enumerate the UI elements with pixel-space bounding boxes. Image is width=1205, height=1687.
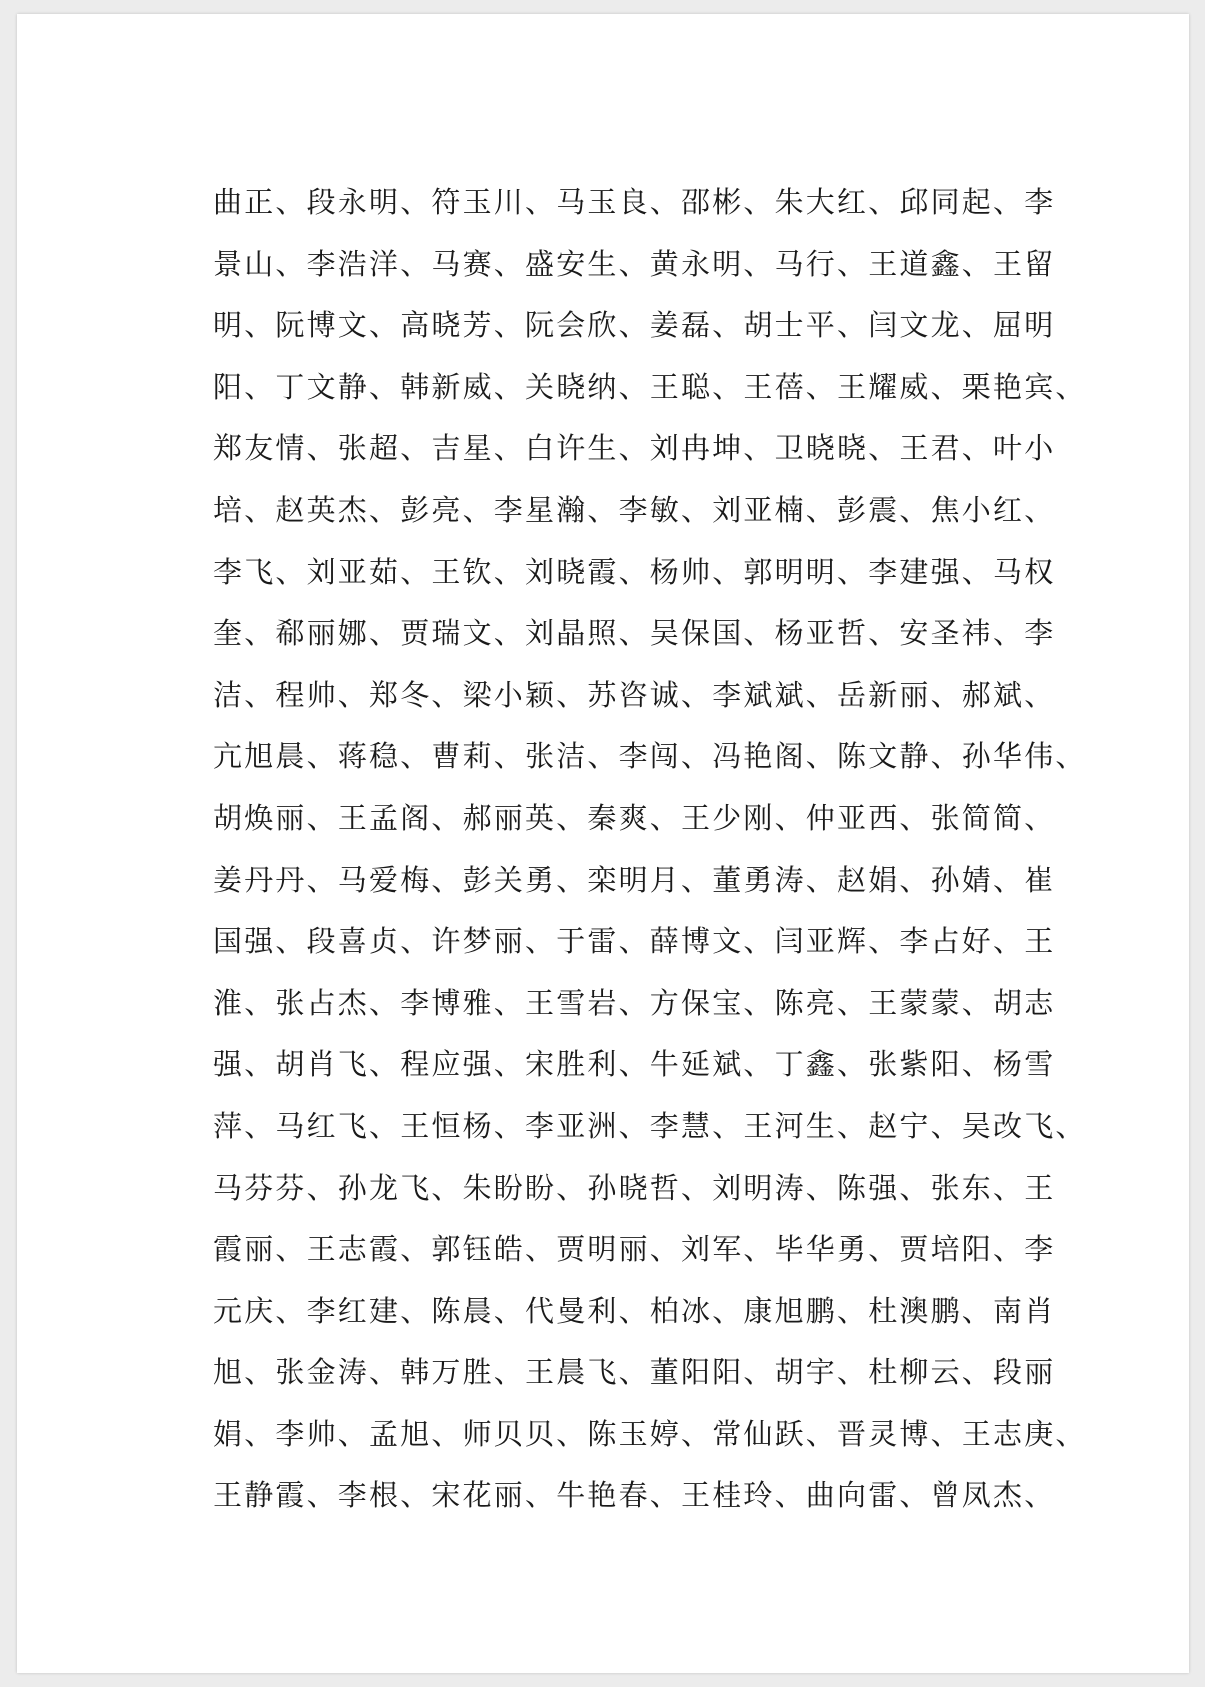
text-line: 娟、李帅、孟旭、师贝贝、陈玉婷、常仙跃、晋灵博、王志庚、 [213, 1416, 1087, 1451]
text-line: 马芬芬、孙龙飞、朱盼盼、孙晓哲、刘明涛、陈强、张东、王 [213, 1170, 1056, 1205]
text-line: 王静霞、李根、宋花丽、牛艳春、王桂玲、曲向雷、曾凤杰、 [213, 1478, 1056, 1513]
text-line: 强、胡肖飞、程应强、宋胜利、牛延斌、丁鑫、张紫阳、杨雪 [213, 1047, 1056, 1082]
name-list-paragraph [213, 172, 1087, 1527]
text-line: 霞丽、王志霞、郭钰皓、贾明丽、刘军、毕华勇、贾培阳、李 [213, 1232, 1056, 1267]
text-line: 奎、郗丽娜、贾瑞文、刘晶照、吴保国、杨亚哲、安圣祎、李 [213, 616, 1056, 651]
text-line: 阳、丁文静、韩新威、关晓纳、王聪、王蓓、王耀威、栗艳宾、 [213, 369, 1087, 404]
text-line: 胡焕丽、王孟阁、郝丽英、秦爽、王少刚、仲亚西、张简简、 [213, 800, 1056, 835]
text-line: 李飞、刘亚茹、王钦、刘晓霞、杨帅、郭明明、李建强、马权 [213, 554, 1056, 589]
text-line: 国强、段喜贞、许梦丽、于雷、薛博文、闫亚辉、李占好、王 [213, 924, 1056, 959]
text-line: 元庆、李红建、陈晨、代曼利、柏冰、康旭鹏、杜澳鹏、南肖 [213, 1293, 1056, 1328]
text-line: 旭、张金涛、韩万胜、王晨飞、董阳阳、胡宇、杜柳云、段丽 [213, 1355, 1056, 1390]
text-line: 明、阮博文、高晓芳、阮会欣、姜磊、胡士平、闫文龙、屈明 [213, 308, 1056, 343]
text-line: 曲正、段永明、符玉川、马玉良、邵彬、朱大红、邱同起、李 [213, 185, 1056, 219]
text-line: 淮、张占杰、李博雅、王雪岩、方保宝、陈亮、王蒙蒙、胡志 [213, 985, 1056, 1020]
document-page [17, 14, 1189, 1673]
text-line: 洁、程帅、郑冬、梁小颖、苏咨诚、李斌斌、岳新丽、郝斌、 [213, 677, 1056, 712]
text-line: 培、赵英杰、彭亮、李星瀚、李敏、刘亚楠、彭震、焦小红、 [213, 492, 1056, 527]
text-line: 景山、李浩洋、马赛、盛安生、黄永明、马行、王道鑫、王留 [213, 246, 1056, 281]
text-line: 姜丹丹、马爱梅、彭关勇、栾明月、董勇涛、赵娟、孙婧、崔 [213, 862, 1056, 897]
text-line: 亢旭晨、蒋稳、曹莉、张洁、李闯、冯艳阁、陈文静、孙华伟、 [213, 739, 1087, 774]
text-line: 郑友情、张超、吉星、白许生、刘冉坤、卫晓晓、王君、叶小 [213, 431, 1056, 466]
text-line: 萍、马红飞、王恒杨、李亚洲、李慧、王河生、赵宁、吴改飞、 [213, 1108, 1087, 1143]
